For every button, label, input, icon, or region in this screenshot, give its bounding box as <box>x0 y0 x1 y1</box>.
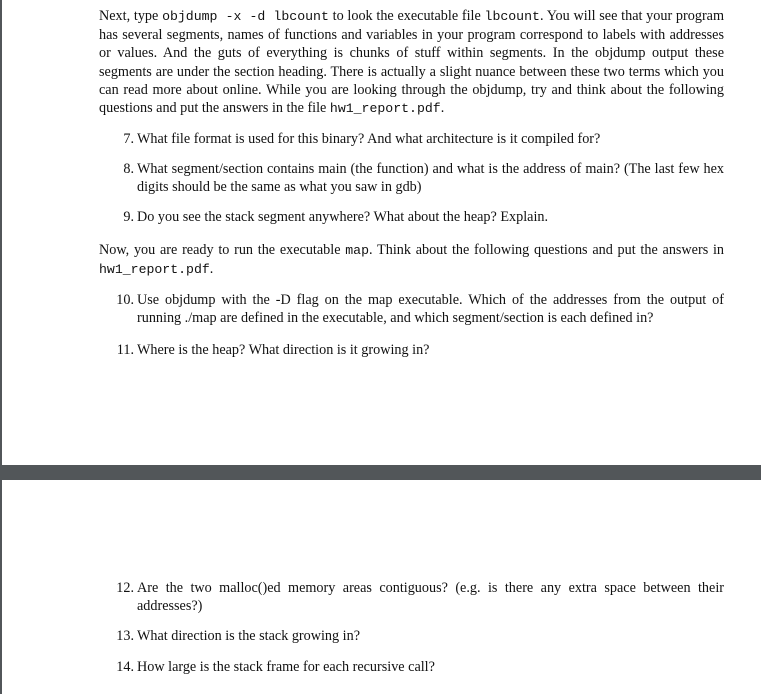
question-item <box>110 658 724 676</box>
question-number: 12. <box>116 580 134 596</box>
question-number: 11. <box>116 342 134 358</box>
code-report-filename: hw1_report.pdf <box>329 101 441 117</box>
question-number: 10. <box>116 292 134 308</box>
question-item <box>110 208 724 226</box>
document-page-2 <box>0 480 761 694</box>
objdump-intro-paragraph <box>99 7 724 118</box>
question-text: What file format is used for this binary? And what architecture is it compiled for? <box>137 131 601 147</box>
question-number: 14. <box>116 659 134 675</box>
question-text: Are the two malloc()ed memory areas contiguous? (e.g. is there any extra space between their addresses?) <box>137 580 724 615</box>
question-number: 8. <box>123 161 134 177</box>
map-text-1: Now, you are ready to run the executable <box>99 242 346 258</box>
question-text: What direction is the stack growing in? <box>137 628 360 644</box>
question-item <box>110 341 724 359</box>
code-objdump-command: objdump -x -d lbcount <box>162 9 329 24</box>
code-report-filename: hw1_report.pdf <box>99 262 210 278</box>
question-item <box>110 291 724 327</box>
question-number: 9. <box>123 209 134 225</box>
map-text-2: . Think about the following questions and put the answers in <box>369 242 725 258</box>
intro-text-1: Next, type <box>99 8 163 24</box>
map-text-3: . <box>209 261 214 278</box>
code-lbcount: lbcount <box>484 9 540 24</box>
question-text: How large is the stack frame for each recursive call? <box>137 659 435 675</box>
question-text: What segment/section contains main (the function) and what is the address of main? (The last few hex digits should be the same as what you saw in gdb) <box>137 161 724 196</box>
intro-text-3: . You will see that your program has several segments, names of functions and variables in your program correspond to labels with addresses or values. And the guts of everything is chunks of stuff within segments. In the objdump output these segments are under the section heading. There is actually a slight nuance between these two terms which you can read more about online. While you are looking through the objdump, try and think about the following questions and put the answers in the file <box>99 8 724 117</box>
map-intro-paragraph <box>99 241 724 279</box>
question-text: Do you see the stack segment anywhere? What about the heap? Explain. <box>137 209 549 225</box>
question-text: Where is the heap? What direction is it growing in? <box>137 342 430 358</box>
question-item <box>110 130 724 148</box>
code-map: map <box>345 243 370 258</box>
question-item <box>110 579 724 615</box>
intro-text-4: . <box>440 100 445 117</box>
question-item <box>110 160 724 196</box>
intro-text-2: to look the executable file <box>328 8 485 24</box>
question-number: 7. <box>123 131 134 147</box>
question-text: Use objdump with the -D flag on the map executable. Which of the addresses from the output of running ./map are defined in the executable, and which segment/section is each defined in? <box>137 292 724 327</box>
question-number: 13. <box>116 628 134 644</box>
question-item <box>110 627 724 645</box>
